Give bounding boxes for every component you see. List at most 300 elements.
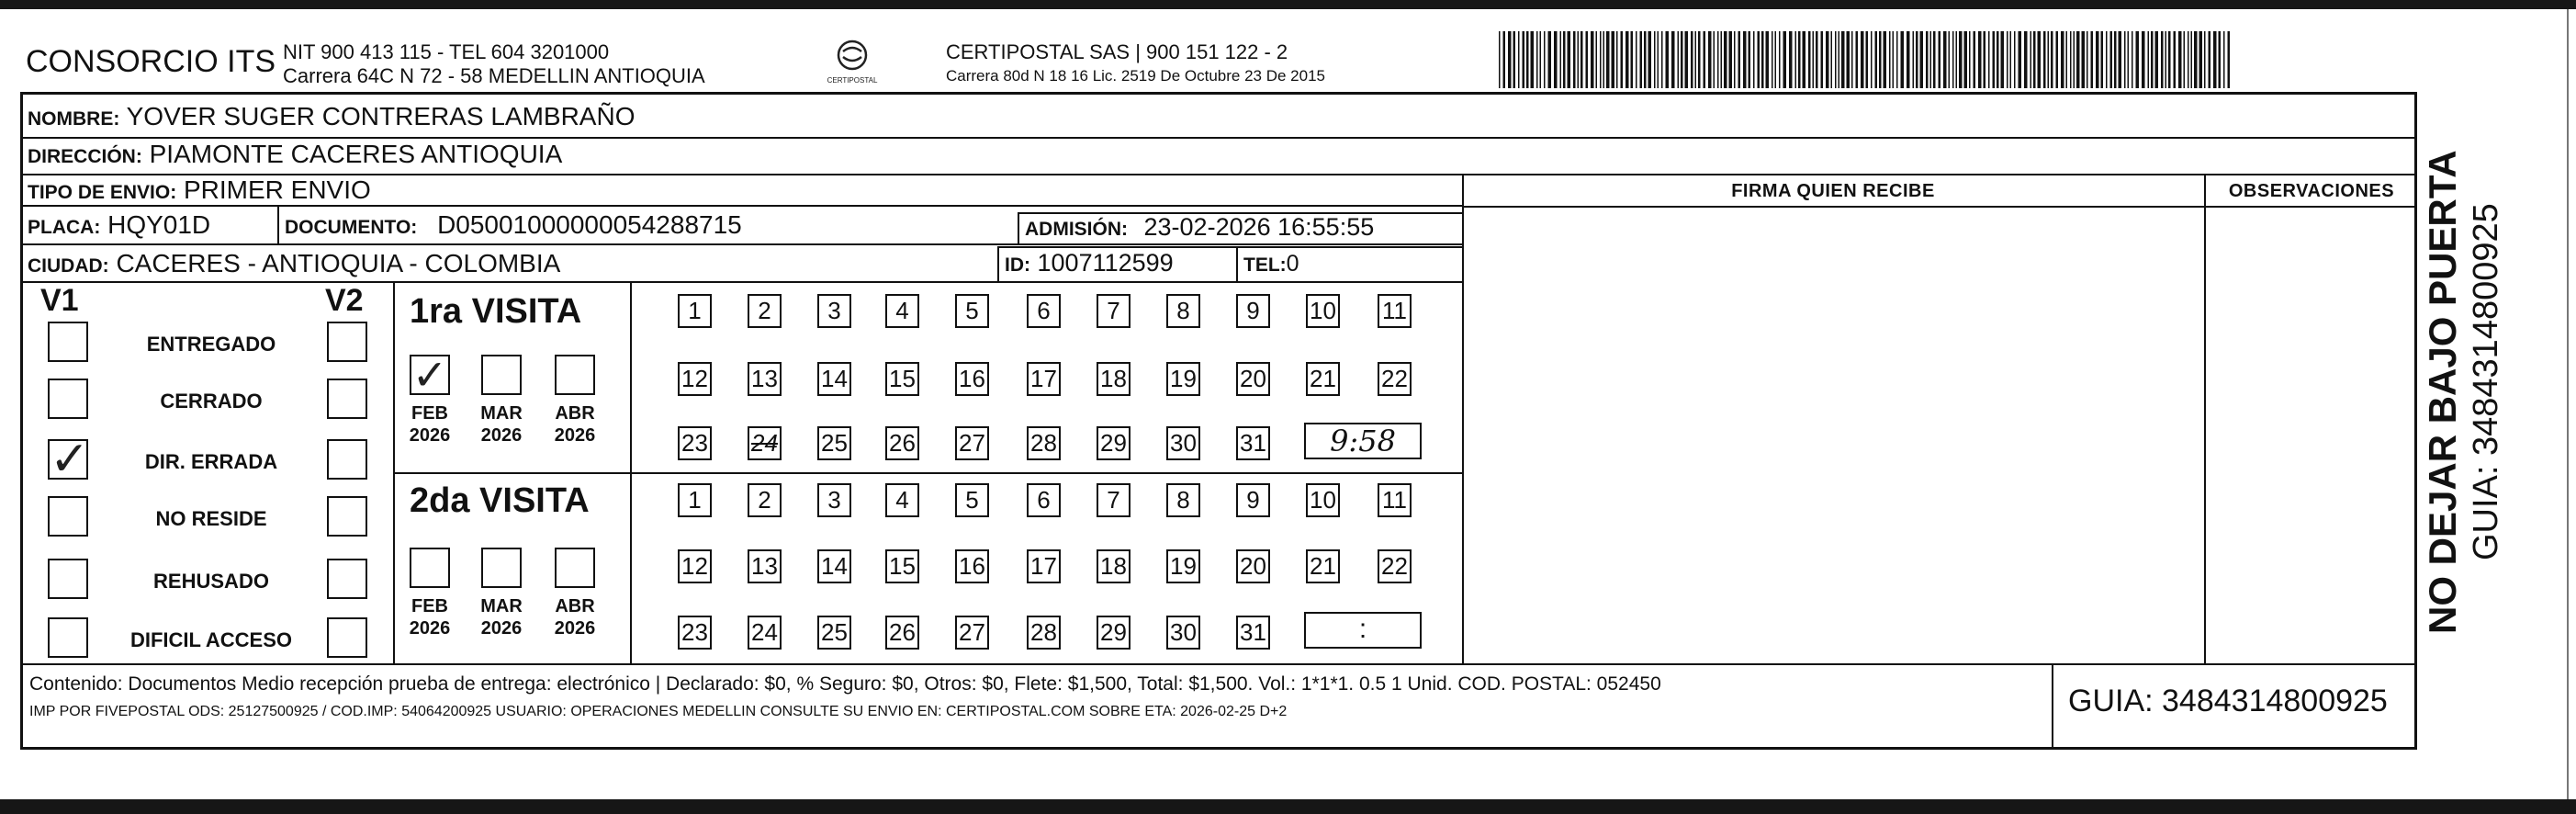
- barcode-bar: [1783, 31, 1787, 88]
- barcode-bar: [1691, 31, 1693, 88]
- barcode-bar: [2155, 31, 2159, 88]
- day-box[interactable]: 19: [1166, 362, 1200, 396]
- barcode-bar: [1988, 31, 1990, 88]
- barcode-bar: [2174, 31, 2177, 88]
- barcode-bar: [1926, 31, 1929, 88]
- day-box[interactable]: 28: [1027, 426, 1061, 460]
- id-value: 1007112599: [1037, 249, 1174, 277]
- barcode-bar: [1856, 31, 1859, 88]
- company-address: Carrera 64C N 72 - 58 MEDELLIN ANTIOQUIA: [283, 64, 705, 87]
- day-box[interactable]: 31: [1236, 616, 1270, 650]
- day-box[interactable]: 15: [885, 549, 919, 583]
- month-label: [402, 402, 457, 447]
- barcode-bar: [1536, 31, 1538, 88]
- barcode-bar: [2076, 31, 2080, 88]
- tipo-envio-value: PRIMER ENVIO: [183, 175, 371, 204]
- barcode-bar: [2219, 31, 2222, 88]
- month-year: 2026: [480, 425, 523, 446]
- barcode-bar: [1952, 31, 1954, 88]
- footer-guia-divider: [2052, 663, 2053, 750]
- month-name: FEB: [411, 403, 448, 424]
- barcode-bar: [2101, 31, 2104, 88]
- day-box[interactable]: 30: [1166, 426, 1200, 460]
- day-box[interactable]: 4: [885, 294, 919, 328]
- month-name: FEB: [411, 596, 448, 616]
- day-box[interactable]: 12: [678, 549, 712, 583]
- day-box[interactable]: 2: [748, 483, 782, 517]
- month-label: [474, 595, 529, 639]
- barcode-bar: [1831, 31, 1833, 88]
- barcode-bar: [1933, 31, 1936, 88]
- barcode-bar: [1861, 31, 1864, 88]
- barcode-bar: [1685, 31, 1689, 88]
- day-box[interactable]: 6: [1027, 483, 1061, 517]
- day-box[interactable]: 1: [678, 483, 712, 517]
- day-box[interactable]: 14: [817, 362, 851, 396]
- barcode-bar: [1714, 31, 1715, 88]
- barcode-bar: [2051, 31, 2053, 88]
- barcode-bar: [1698, 31, 1701, 88]
- v1-checkbox[interactable]: [48, 496, 88, 537]
- row-divider: [20, 243, 1462, 245]
- barcode-bar: [1879, 31, 1882, 88]
- barcode-bar: [2074, 31, 2075, 88]
- barcode-bar: [1531, 31, 1535, 88]
- v2-checkbox[interactable]: [327, 496, 367, 537]
- observaciones-header: OBSERVACIONES: [2228, 181, 2395, 201]
- barcode-bar: [1526, 31, 1529, 88]
- month-year: 2026: [409, 425, 451, 446]
- barcode-bar: [1984, 31, 1986, 88]
- barcode-bar: [2119, 31, 2122, 88]
- barcode-bar: [1554, 31, 1558, 88]
- barcode-bar: [1969, 31, 1971, 88]
- day-box[interactable]: 17: [1027, 362, 1061, 396]
- day-box[interactable]: 9: [1236, 483, 1270, 517]
- barcode-bar: [1568, 31, 1571, 88]
- day-box[interactable]: 30: [1166, 616, 1200, 650]
- barcode-bar: [1518, 31, 1520, 88]
- barcode-bar: [1821, 31, 1824, 88]
- day-box[interactable]: 24: [748, 616, 782, 650]
- barcode-bar: [1734, 31, 1736, 88]
- day-box[interactable]: 23: [678, 616, 712, 650]
- day-box[interactable]: 16: [955, 362, 989, 396]
- barcode-bar: [1866, 31, 1869, 88]
- right-edge-line: [2567, 9, 2569, 799]
- barcode-bar: [1540, 31, 1542, 88]
- direccion-value: PIAMONTE CACERES ANTIOQUIA: [149, 140, 563, 168]
- day-box[interactable]: 18: [1097, 549, 1131, 583]
- barcode-bar: [1839, 31, 1840, 88]
- day-box[interactable]: 25: [817, 426, 851, 460]
- barcode-bar: [2142, 31, 2145, 88]
- month-checkbox[interactable]: [555, 548, 595, 588]
- day-box[interactable]: 26: [885, 616, 919, 650]
- day-box[interactable]: 31: [1236, 426, 1270, 460]
- day-box[interactable]: 22: [1378, 549, 1412, 583]
- v1-checkbox[interactable]: [48, 617, 88, 658]
- barcode-bar: [1580, 31, 1583, 88]
- barcode-bar: [1631, 31, 1634, 88]
- barcode-bar: [2165, 31, 2167, 88]
- barcode-bar: [1625, 31, 1629, 88]
- day-box[interactable]: 11: [1378, 483, 1412, 517]
- placa-value: HQY01D: [107, 210, 211, 239]
- check-mark-icon: ✓: [411, 350, 448, 400]
- carrier-license: Carrera 80d N 18 16 Lic. 2519 De Octubre 23 De 2015: [946, 67, 1325, 85]
- barcode-bar: [2184, 31, 2186, 88]
- bottom-edge-bar: [0, 799, 2576, 814]
- admision-label: ADMISIÓN:: [1025, 219, 1128, 240]
- barcode-bar: [2043, 31, 2046, 88]
- barcode-bar: [1964, 31, 1968, 88]
- barcode-bar: [2056, 31, 2059, 88]
- barcode-bar: [2024, 31, 2028, 88]
- barcode-bar: [1658, 31, 1659, 88]
- day-box[interactable]: 7: [1097, 294, 1131, 328]
- documento-label: DOCUMENTO:: [285, 217, 418, 238]
- day-box[interactable]: 21: [1306, 549, 1340, 583]
- barcode-bar: [1826, 31, 1829, 88]
- day-box[interactable]: 12: [678, 362, 712, 396]
- day-box[interactable]: 14: [817, 549, 851, 583]
- v2-checkbox[interactable]: [327, 379, 367, 419]
- day-box[interactable]: 24: [748, 426, 782, 460]
- footer-print-line: IMP POR FIVEPOSTAL ODS: 25127500925 / COD.IMP: 54064200925 USUARIO: OPERACIONES MEDELLIN CONSULTE SU ENVIO EN: CERTIPOSTAL.COM SOBRE ETA: 2026-02-25 D+2: [29, 704, 1288, 719]
- observaciones-column-left: [2204, 174, 2206, 663]
- month-checkbox[interactable]: [410, 548, 450, 588]
- day-box[interactable]: 2: [748, 294, 782, 328]
- documento-value: D05001000000054288715: [437, 210, 742, 239]
- day-box[interactable]: 21: [1306, 362, 1340, 396]
- tel-field: [1243, 251, 1299, 277]
- barcode-bar: [1666, 31, 1670, 88]
- id-divider: [997, 246, 999, 281]
- day-box[interactable]: 6: [1027, 294, 1061, 328]
- day-box[interactable]: 13: [748, 362, 782, 396]
- barcode-bar: [2030, 31, 2032, 88]
- barcode-bar: [1943, 31, 1947, 88]
- month-label: [474, 402, 529, 447]
- barcode-bar: [2161, 31, 2164, 88]
- day-box[interactable]: 1: [678, 294, 712, 328]
- day-box[interactable]: 5: [955, 294, 989, 328]
- barcode-bar: [1835, 31, 1837, 88]
- barcode-bar: [1596, 31, 1598, 88]
- footer-guia: GUIA: 3484314800925: [2068, 684, 2388, 718]
- placa-label: PLACA:: [28, 217, 101, 238]
- barcode-bar: [1956, 31, 1958, 88]
- nombre-field: [28, 102, 635, 131]
- second-visit-title: 2da VISITA: [410, 481, 590, 520]
- first-visit-title: 1ra VISITA: [410, 292, 582, 331]
- barcode-bar: [2106, 31, 2108, 88]
- barcode-bar: [1816, 31, 1818, 88]
- day-box[interactable]: 28: [1027, 616, 1061, 650]
- barcode-bar: [1573, 31, 1576, 88]
- v1-checkbox[interactable]: [48, 322, 88, 362]
- check-mark-icon: ✓: [50, 432, 90, 487]
- barcode-bar: [1789, 31, 1793, 88]
- firma-header: FIRMA QUIEN RECIBE: [1731, 181, 1935, 201]
- barcode-bar: [1907, 31, 1910, 88]
- barcode-bar: [1640, 31, 1643, 88]
- barcode-bar: [2001, 31, 2005, 88]
- barcode-bar: [1563, 31, 1566, 88]
- barcode-bar: [1499, 31, 1501, 88]
- barcode-bar: [2228, 31, 2231, 88]
- barcode-bar: [1913, 31, 1915, 88]
- month-year: 2026: [409, 618, 451, 639]
- day-box[interactable]: 29: [1097, 616, 1131, 650]
- barcode-bar: [2199, 31, 2203, 88]
- month-name: MAR: [480, 596, 523, 616]
- nombre-value: YOVER SUGER CONTRERAS LAMBRAÑO: [126, 102, 636, 130]
- reason-label: CERRADO: [160, 390, 263, 413]
- day-box[interactable]: 5: [955, 483, 989, 517]
- month-name: ABR: [555, 596, 595, 616]
- top-edge-bar: [0, 0, 2576, 9]
- barcode-bar: [2209, 31, 2211, 88]
- month-label: [547, 402, 602, 447]
- barcode-bar: [1721, 31, 1723, 88]
- visit-divider: [393, 472, 1462, 474]
- day-box[interactable]: 15: [885, 362, 919, 396]
- barcode-bar: [1871, 31, 1873, 88]
- month-label: [547, 595, 602, 639]
- barcode-bar: [1513, 31, 1516, 88]
- reason-label: DIFICIL ACCESO: [129, 628, 292, 651]
- firma-column-left: [1462, 174, 1464, 663]
- barcode-bar: [1758, 31, 1760, 88]
- barcode-bar: [1916, 31, 1918, 88]
- reason-label: REHUSADO: [153, 570, 269, 593]
- barcode-bar: [1841, 31, 1845, 88]
- day-box[interactable]: 25: [817, 616, 851, 650]
- carrier-name: CERTIPOSTAL SAS | 900 151 122 - 2: [946, 40, 1288, 63]
- barcode-bar: [2132, 31, 2133, 88]
- barcode-bar: [2168, 31, 2171, 88]
- barcode-bar: [1508, 31, 1512, 88]
- company-nit-tel: NIT 900 413 115 - TEL 604 3201000: [283, 40, 610, 63]
- barcode-bar: [2124, 31, 2126, 88]
- barcode-bar: [1889, 31, 1891, 88]
- barcode-bar: [2194, 31, 2198, 88]
- barcode-bar: [1884, 31, 1887, 88]
- month-checkbox[interactable]: [410, 350, 450, 400]
- barcode-bar: [1523, 31, 1525, 88]
- barcode-bar: [1761, 31, 1764, 88]
- barcode-bar: [1738, 31, 1741, 88]
- barcode-bar: [1772, 31, 1773, 88]
- barcode-bar: [1795, 31, 1797, 88]
- barcode-bar: [1798, 31, 1801, 88]
- row-divider: [20, 205, 1462, 207]
- day-box[interactable]: 26: [885, 426, 919, 460]
- day-box[interactable]: 22: [1378, 362, 1412, 396]
- barcode-bar: [1724, 31, 1727, 88]
- barcode-bar: [2019, 31, 2022, 88]
- tipo-envio-field: [28, 175, 371, 205]
- barcode-bar: [1704, 31, 1706, 88]
- day-box[interactable]: 13: [748, 549, 782, 583]
- day-box[interactable]: 3: [817, 294, 851, 328]
- day-box[interactable]: 9: [1236, 294, 1270, 328]
- barcode-bar: [1766, 31, 1770, 88]
- day-box[interactable]: 7: [1097, 483, 1131, 517]
- day-box[interactable]: 3: [817, 483, 851, 517]
- barcode-bar: [2091, 31, 2094, 88]
- v2-label: V2: [325, 283, 364, 318]
- barcode-bar: [2188, 31, 2189, 88]
- day-box[interactable]: 10: [1306, 483, 1340, 517]
- barcode-bar: [1621, 31, 1624, 88]
- column-header-divider: [1462, 206, 2417, 208]
- first-visit-time[interactable]: 9:58: [1304, 423, 1422, 459]
- row-divider: [20, 174, 2417, 175]
- barcode-bar: [1743, 31, 1747, 88]
- barcode-bar: [2213, 31, 2217, 88]
- barcode-bar: [1578, 31, 1580, 88]
- v2-checkbox[interactable]: [327, 559, 367, 599]
- barcode-bar: [1920, 31, 1924, 88]
- barcode-bar: [2110, 31, 2113, 88]
- v2-checkbox[interactable]: [327, 439, 367, 480]
- day-box[interactable]: 23: [678, 426, 712, 460]
- second-visit-time[interactable]: :: [1304, 612, 1422, 649]
- month-checkbox[interactable]: [481, 355, 522, 395]
- footer-content-line: Contenido: Documentos Medio recepción prueba de entrega: electrónico | Declarado: $0, % Seguro: $0, Otros: $0, Flete: $1,500, Total: $1,500. Vol.: 1*1*1. 0.5 1 Unid. COD. POSTAL: 052450: [29, 673, 1661, 695]
- barcode-bar: [2178, 31, 2182, 88]
- day-box[interactable]: 19: [1166, 549, 1200, 583]
- barcode-bar: [1695, 31, 1697, 88]
- barcode-bar: [2048, 31, 2050, 88]
- day-box[interactable]: 17: [1027, 549, 1061, 583]
- barcode-bar: [2038, 31, 2042, 88]
- barcode-bar: [1544, 31, 1546, 88]
- barcode-bar: [1959, 31, 1963, 88]
- reason-label: ENTREGADO: [146, 333, 276, 356]
- day-box[interactable]: 27: [955, 426, 989, 460]
- v1-checkbox[interactable]: [48, 559, 88, 599]
- day-box[interactable]: 11: [1378, 294, 1412, 328]
- id-label: ID:: [1005, 254, 1030, 276]
- placa-divider: [277, 205, 279, 243]
- month-name: MAR: [480, 403, 523, 424]
- day-box[interactable]: 10: [1306, 294, 1340, 328]
- month-checkbox[interactable]: [481, 548, 522, 588]
- v2-checkbox[interactable]: [327, 322, 367, 362]
- reason-label: DIR. ERRADA: [144, 450, 278, 473]
- barcode-bar: [2114, 31, 2117, 88]
- direccion-field: [28, 140, 562, 169]
- barcode-bar: [1813, 31, 1815, 88]
- barcode-bar: [2223, 31, 2225, 88]
- day-box[interactable]: 8: [1166, 294, 1200, 328]
- barcode-bar: [1612, 31, 1615, 88]
- tel-divider: [1236, 246, 1238, 281]
- month-label: [402, 595, 457, 639]
- barcode-bar: [1939, 31, 1941, 88]
- barcode-bar: [1847, 31, 1850, 88]
- day-box[interactable]: 4: [885, 483, 919, 517]
- barcode-bar: [1678, 31, 1680, 88]
- barcode-bar: [1808, 31, 1811, 88]
- barcode-bar: [1654, 31, 1656, 88]
- v1-checkbox[interactable]: [48, 432, 90, 487]
- barcode-bar: [2082, 31, 2086, 88]
- barcode-bar: [1949, 31, 1951, 88]
- day-box[interactable]: 20: [1236, 362, 1270, 396]
- guia-vertical: GUIA: 3484314800925: [2467, 203, 2505, 560]
- ciudad-label: CIUDAD:: [28, 255, 109, 277]
- ciudad-field: [28, 249, 560, 278]
- barcode-bar: [1974, 31, 1976, 88]
- barcode-bar: [1648, 31, 1652, 88]
- month-year: 2026: [480, 618, 523, 639]
- row-divider: [20, 137, 2417, 139]
- barcode-bar: [1606, 31, 1610, 88]
- tipo-envio-label: TIPO DE ENVIO:: [28, 182, 177, 203]
- barcode-bar: [1775, 31, 1777, 88]
- month-name: ABR: [555, 403, 595, 424]
- barcode-bar: [1616, 31, 1618, 88]
- barcode-bar: [2066, 31, 2068, 88]
- barcode-bar: [2136, 31, 2140, 88]
- admision-value: 23-02-2026 16:55:55: [1143, 213, 1375, 241]
- barcode-bar: [2087, 31, 2088, 88]
- v1-checkbox[interactable]: [48, 379, 88, 419]
- barcode-bar: [1803, 31, 1806, 88]
- barcode-bar: [2070, 31, 2072, 88]
- tel-value: 0: [1286, 251, 1299, 277]
- v2-checkbox[interactable]: [327, 617, 367, 658]
- day-box[interactable]: 8: [1166, 483, 1200, 517]
- reason-label: NO RESIDE: [155, 507, 267, 530]
- day-box[interactable]: 20: [1236, 549, 1270, 583]
- month-year: 2026: [554, 425, 596, 446]
- direccion-label: DIRECCIÓN:: [28, 146, 142, 167]
- barcode-bar: [2014, 31, 2016, 88]
- id-field: [1005, 249, 1174, 277]
- day-box[interactable]: 18: [1097, 362, 1131, 396]
- admision-divider: [1018, 212, 1019, 243]
- day-box[interactable]: 29: [1097, 426, 1131, 460]
- day-box[interactable]: 27: [955, 616, 989, 650]
- day-box[interactable]: 16: [955, 549, 989, 583]
- nombre-label: NOMBRE:: [28, 108, 120, 130]
- month-checkbox[interactable]: [555, 355, 595, 395]
- no-dejar-bajo-puerta: NO DEJAR BAJO PUERTA: [2421, 150, 2464, 634]
- barcode-bar: [1636, 31, 1637, 88]
- barcode-bar: [1560, 31, 1562, 88]
- barcode-bar: [1753, 31, 1755, 88]
- admision-field: [1025, 213, 1374, 242]
- barcode-bar: [2010, 31, 2012, 88]
- row-divider: [20, 281, 1462, 283]
- barcode-bar: [1729, 31, 1733, 88]
- barcode-bar: [1896, 31, 1898, 88]
- barcode-bar: [1586, 31, 1589, 88]
- barcode-bar: [1600, 31, 1602, 88]
- barcode-bar: [1671, 31, 1675, 88]
- barcode-bar: [1930, 31, 1932, 88]
- v1-label: V1: [40, 283, 79, 318]
- footer-divider: [20, 663, 2417, 665]
- barcode-bar: [1708, 31, 1712, 88]
- barcode-bar: [1548, 31, 1552, 88]
